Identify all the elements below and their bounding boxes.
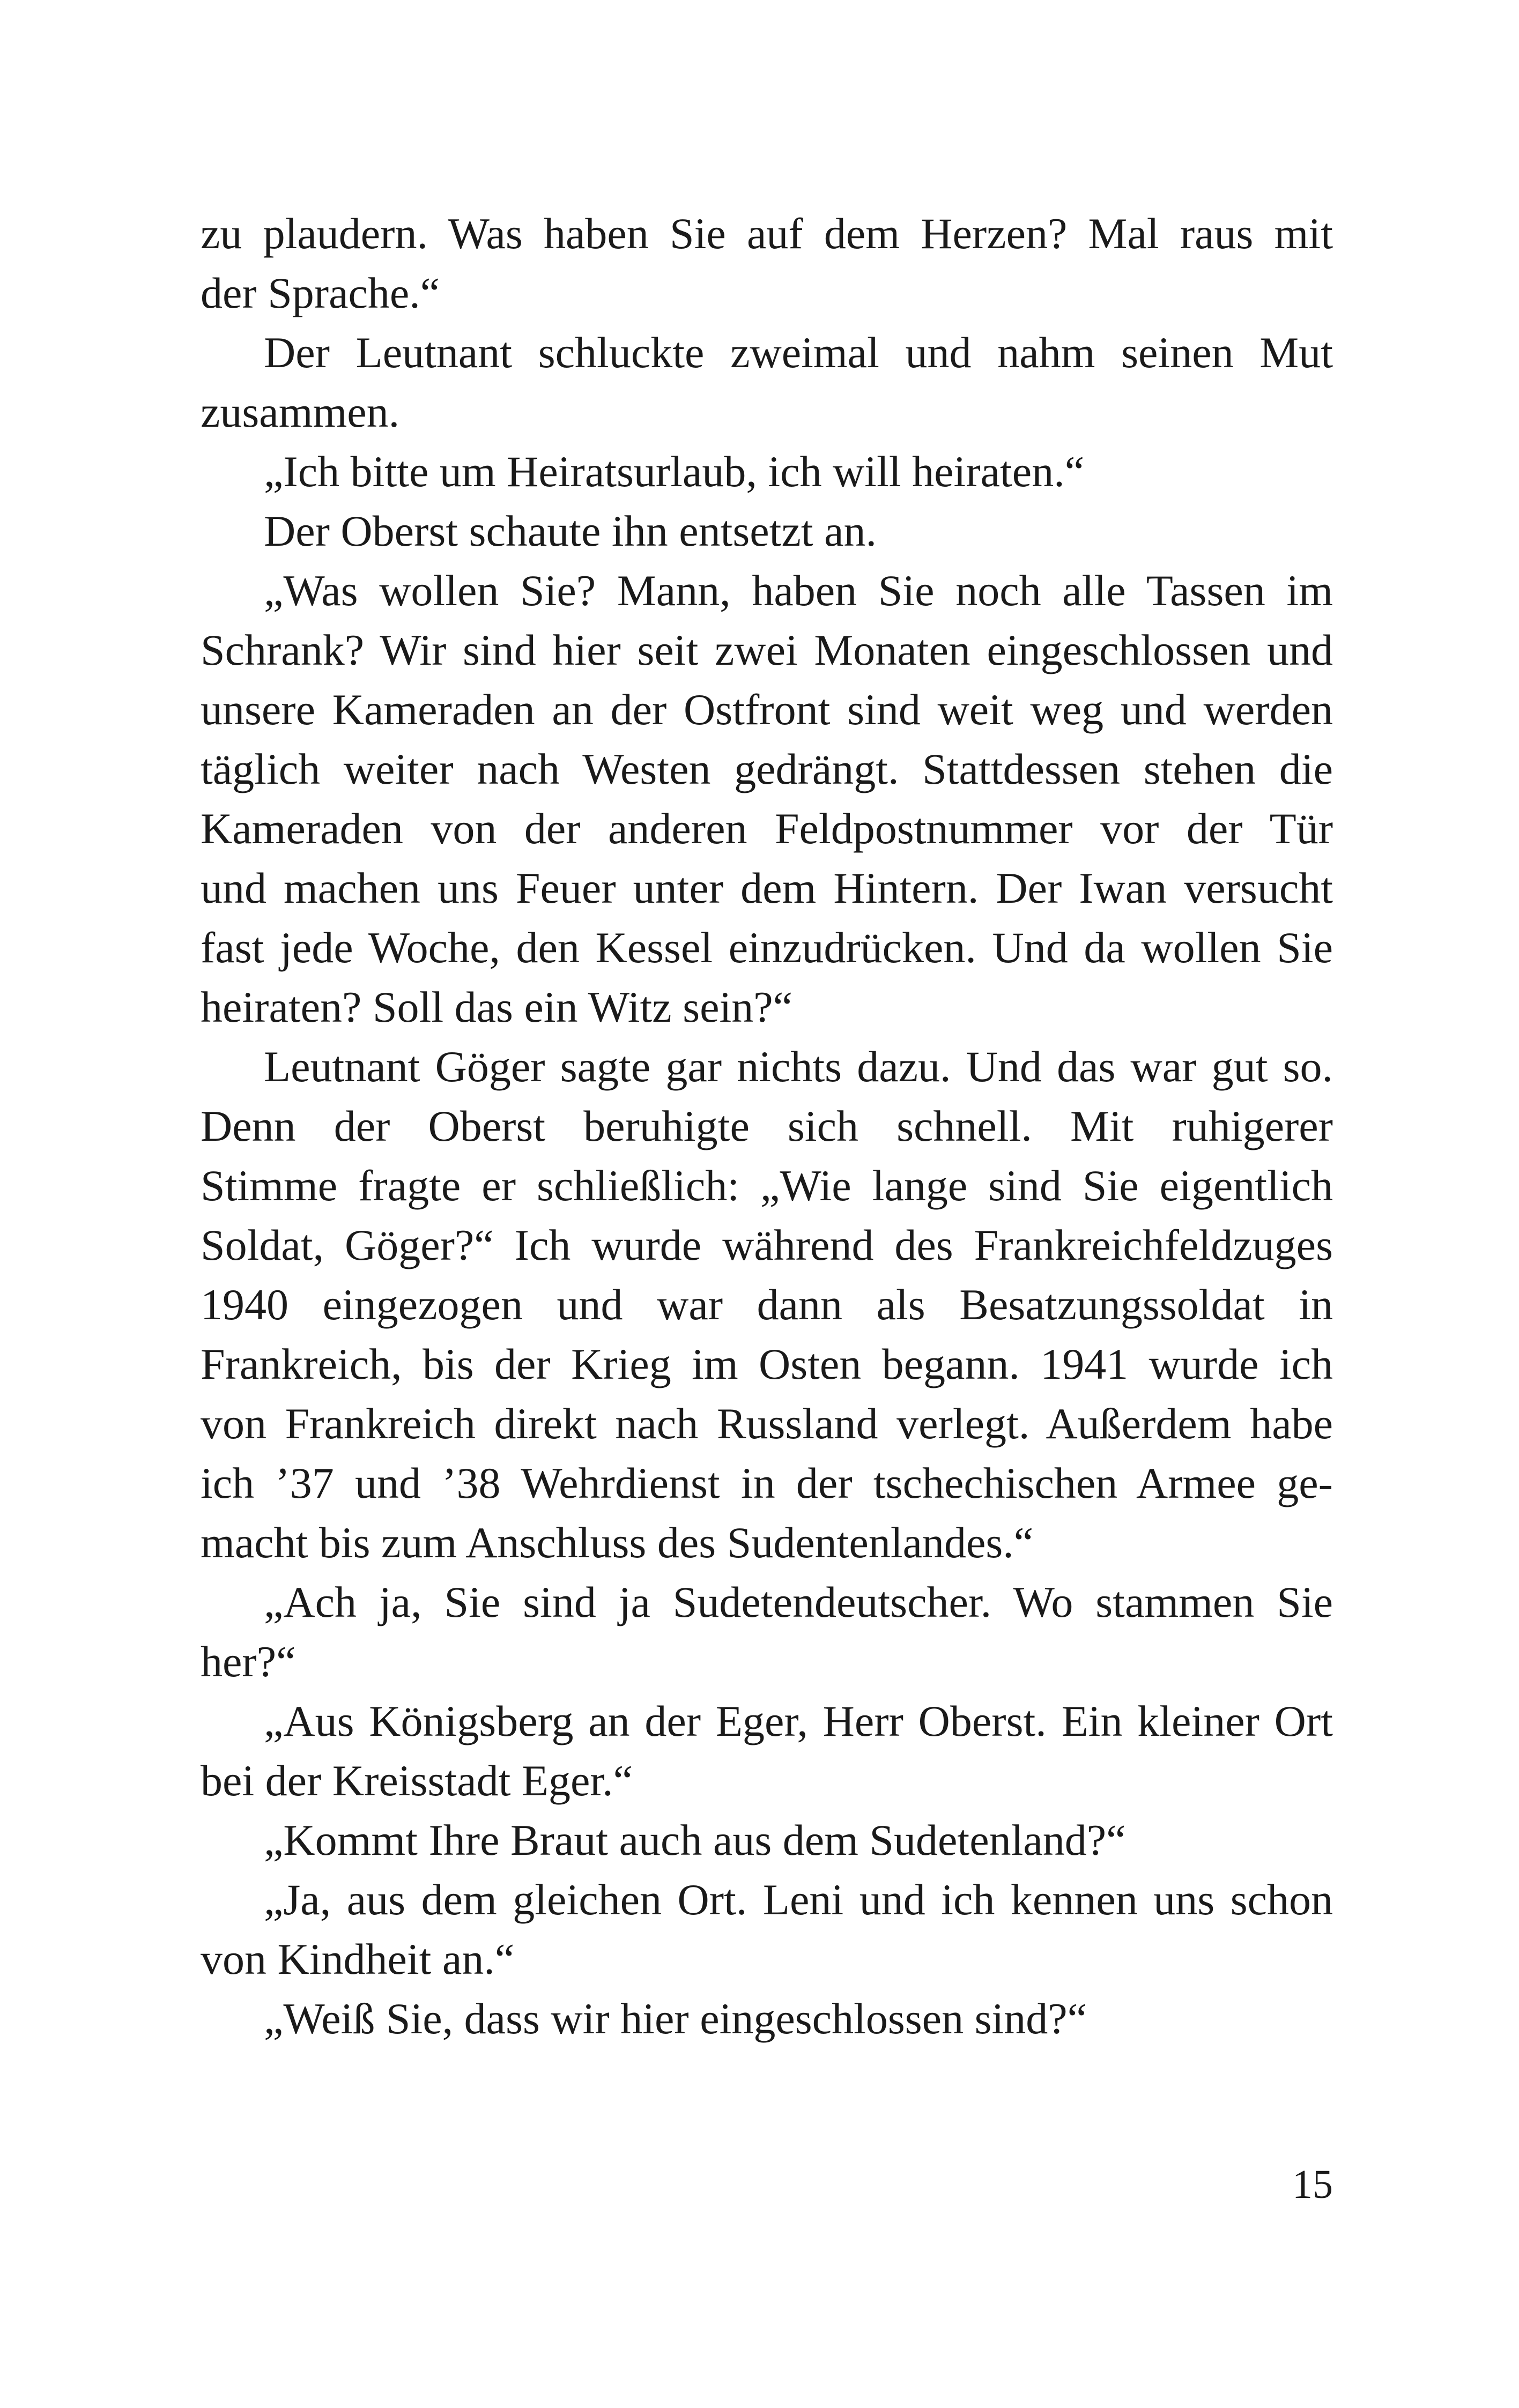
text-line: zusammen. — [201, 388, 400, 436]
text-line: „Weiß Sie, dass wir hier eingeschlossen sind?“ — [264, 1994, 1087, 2043]
text-line: „Kommt Ihre Braut auch aus dem Sudetenland?“ — [264, 1816, 1126, 1864]
text-line: und machen uns Feuer unter dem Hintern. Der Iwan versucht — [201, 864, 1333, 912]
text-line: von Kindheit an.“ — [201, 1935, 515, 1983]
text-line: „Ach ja, Sie sind ja Sudetendeutscher. Wo stammen Sie — [264, 1578, 1333, 1626]
text-line: 1940 eingezogen und war dann als Besatzungssoldat in — [201, 1280, 1333, 1329]
text-line: Stimme fragte er schließlich: „Wie lange sind Sie eigentlich — [201, 1161, 1333, 1210]
text-line: unsere Kameraden an der Ostfront sind weit weg und werden — [201, 685, 1333, 734]
text-line: Schrank? Wir sind hier seit zwei Monaten eingeschlossen und — [201, 626, 1333, 674]
text-line: ich ’37 und ’38 Wehrdienst in der tschechischen Armee ge- — [201, 1459, 1333, 1507]
text-line: fast jede Woche, den Kessel einzudrücken. Und da wollen Sie — [201, 923, 1333, 972]
text-line: macht bis zum Anschluss des Sudentenlandes.“ — [201, 1518, 1034, 1567]
text-line: zu plaudern. Was haben Sie auf dem Herzen? Mal raus mit — [201, 209, 1333, 258]
text-line: Kameraden von der anderen Feldpostnummer vor der Tür — [201, 804, 1333, 853]
text-line: Der Oberst schaute ihn entsetzt an. — [264, 507, 877, 555]
text-line: „Aus Königsberg an der Eger, Herr Oberst. Ein kleiner Ort — [264, 1697, 1333, 1745]
text-line: „Was wollen Sie? Mann, haben Sie noch alle Tassen im — [264, 566, 1333, 615]
text-line: her?“ — [201, 1637, 296, 1686]
text-line: der Sprache.“ — [201, 269, 440, 317]
body-text — [201, 204, 1333, 2048]
text-line: bei der Kreisstadt Eger.“ — [201, 1756, 633, 1805]
text-line: Leutnant Göger sagte gar nichts dazu. Und das war gut so. — [264, 1042, 1333, 1091]
text-line: Denn der Oberst beruhigte sich schnell. Mit ruhigerer — [201, 1102, 1333, 1150]
text-line: „Ja, aus dem gleichen Ort. Leni und ich kennen uns schon — [264, 1875, 1333, 1924]
page-number: 15 — [1292, 2162, 1333, 2207]
text-line: Soldat, Göger?“ Ich wurde während des Frankreichfeldzuges — [201, 1221, 1333, 1269]
text-line: Frankreich, bis der Krieg im Osten begann. 1941 wurde ich — [201, 1340, 1333, 1388]
text-line: von Frankreich direkt nach Russland verlegt. Außerdem habe — [201, 1399, 1333, 1448]
text-line: täglich weiter nach Westen gedrängt. Stattdessen stehen die — [201, 745, 1333, 793]
text-line: „Ich bitte um Heiratsurlaub, ich will heiraten.“ — [264, 447, 1085, 496]
text-line: heiraten? Soll das ein Witz sein?“ — [201, 983, 793, 1031]
text-line: Der Leutnant schluckte zweimal und nahm seinen Mut — [264, 328, 1333, 377]
